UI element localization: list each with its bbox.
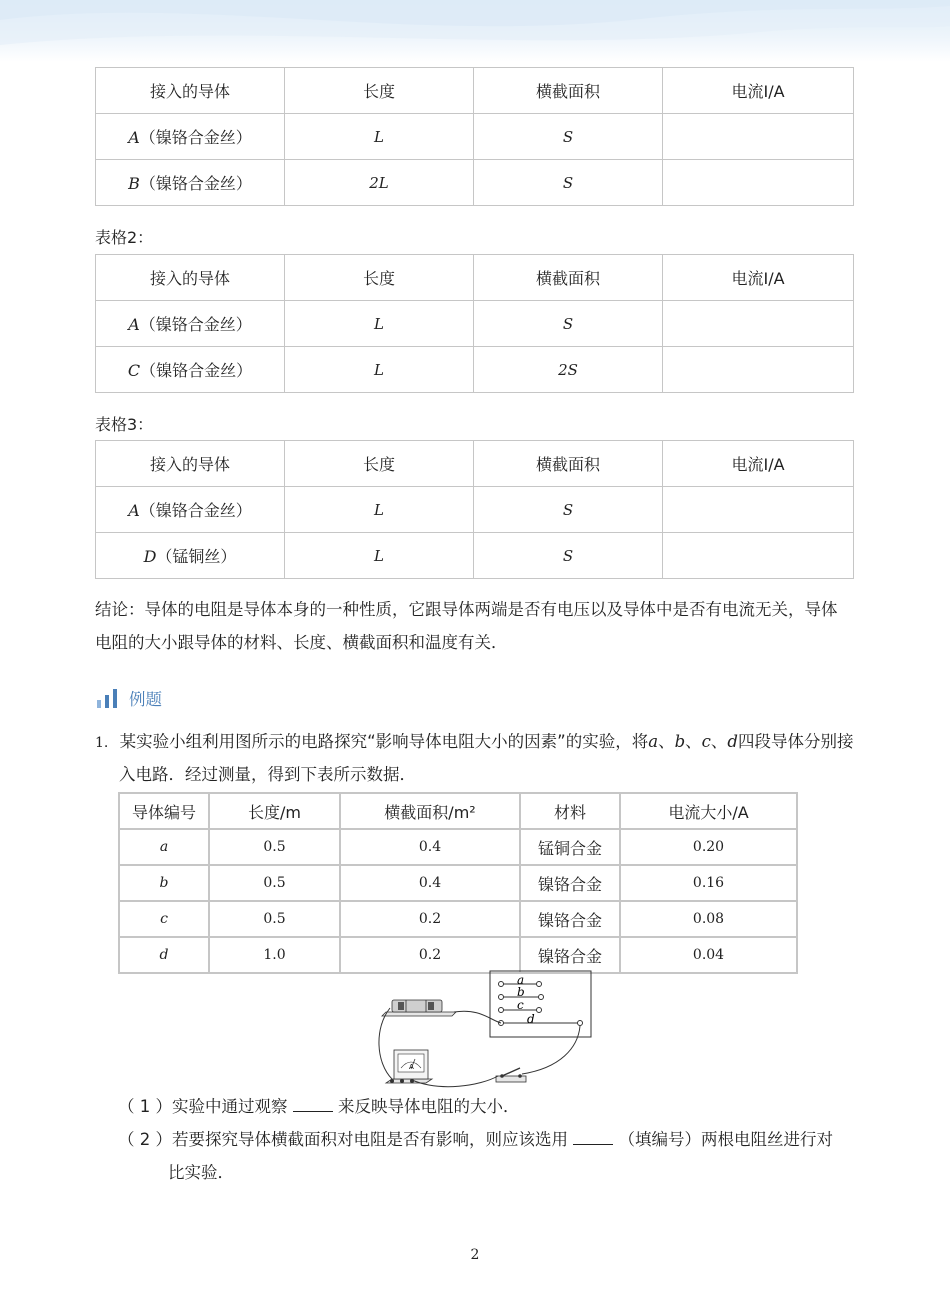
separator: 、 — [710, 732, 728, 751]
length-cell: 0.5 — [209, 865, 340, 901]
length-cell: 0.5 — [209, 829, 340, 865]
length-cell: L — [285, 533, 474, 579]
material-cell: 镍铬合金 — [520, 865, 620, 901]
current-cell — [663, 160, 854, 206]
circuit-diagram — [370, 968, 600, 1092]
header-cell: 电流I/A — [663, 255, 854, 301]
measurement-table — [118, 792, 798, 974]
conductor-id: C — [127, 361, 141, 380]
conductor-material: （镍铬合金丝） — [139, 501, 252, 520]
conductor-id: B — [128, 174, 140, 193]
area-cell: S — [474, 487, 663, 533]
conductor-cell — [96, 533, 285, 579]
table-header-row — [96, 441, 854, 487]
area-cell: S — [474, 533, 663, 579]
question-text-cont: 四段导体分别接 — [737, 732, 854, 751]
length-cell: L — [285, 487, 474, 533]
area-cell: S — [474, 301, 663, 347]
conductor-cell — [96, 114, 285, 160]
sub-question-1 — [118, 1090, 520, 1123]
diagram-label-a: a — [517, 973, 525, 987]
sub-question-2-suffix: （填编号）两根电阻丝进行对 — [618, 1130, 833, 1149]
conductor-cell — [96, 487, 285, 533]
material-cell: 镍铬合金 — [520, 937, 620, 973]
switch-icon — [496, 1068, 526, 1082]
area-cell: 0.4 — [340, 829, 520, 865]
battery-icon — [382, 1000, 456, 1016]
length-cell: 0.5 — [209, 901, 340, 937]
area-cell: S — [474, 160, 663, 206]
material-cell: 镍铬合金 — [520, 901, 620, 937]
header-cell: 电流大小/A — [620, 793, 797, 829]
area-cell: 0.2 — [340, 901, 520, 937]
table-row — [119, 901, 797, 937]
table-row — [96, 160, 854, 206]
table-row — [96, 347, 854, 393]
header-cell: 接入的导体 — [96, 255, 285, 301]
resistance-wires — [499, 982, 583, 1026]
header-cell: 材料 — [520, 793, 620, 829]
wire-label-d: d — [727, 732, 738, 751]
header-cell: 横截面积 — [474, 68, 663, 114]
table-row — [119, 829, 797, 865]
header-cell: 接入的导体 — [96, 68, 285, 114]
table-2-caption: 表格2： — [95, 228, 154, 247]
conductor-material: （锰铜丝） — [156, 547, 237, 566]
length-cell: 1.0 — [209, 937, 340, 973]
conductor-material: （镍铬合金丝） — [139, 315, 252, 334]
resistance-board — [490, 971, 591, 1037]
conclusion-line-2: 电阻的大小跟导体的材料、长度、横截面积和温度有关． — [95, 633, 508, 652]
current-cell: 0.16 — [620, 865, 797, 901]
conductor-id: A — [128, 501, 140, 520]
table-row — [119, 865, 797, 901]
header-wave-decoration — [0, 0, 950, 62]
bar-chart-icon — [97, 688, 119, 708]
header-cell: 长度 — [285, 441, 474, 487]
conductor-cell — [96, 347, 285, 393]
sub-question-1-suffix: 来反映导体电阻的大小． — [338, 1097, 520, 1116]
header-cell: 横截面积 — [474, 255, 663, 301]
id-cell: c — [119, 901, 209, 937]
section-title: 例题 — [129, 690, 162, 709]
current-cell — [663, 533, 854, 579]
sub-question-2-line-2: 比实验． — [168, 1163, 234, 1182]
current-cell — [663, 487, 854, 533]
page-header-band — [0, 0, 950, 62]
diagram-label-d: d — [527, 1012, 535, 1026]
header-cell: 长度/m — [209, 793, 340, 829]
table-row — [96, 487, 854, 533]
id-cell: b — [119, 865, 209, 901]
question-number: 1. — [95, 735, 109, 751]
ammeter-label: A — [409, 1063, 414, 1071]
separator: 、 — [685, 732, 702, 751]
conclusion-line-1: 结论：导体的电阻是导体本身的一种性质，它跟导体两端是否有电压以及导体中是否有电流无关，导体 — [95, 600, 838, 619]
wire-label-a: a — [648, 732, 659, 751]
current-cell: 0.08 — [620, 901, 797, 937]
table-header-row — [96, 255, 854, 301]
separator: 、 — [658, 732, 675, 751]
table-header-row — [119, 793, 797, 829]
current-cell — [663, 347, 854, 393]
header-cell: 横截面积 — [474, 441, 663, 487]
table-row — [96, 114, 854, 160]
header-cell: 长度 — [285, 255, 474, 301]
conductor-material: （镍铬合金丝） — [139, 128, 252, 147]
area-cell: 0.4 — [340, 865, 520, 901]
answer-blank-2[interactable] — [573, 1126, 613, 1145]
area-cell: S — [474, 114, 663, 160]
answer-blank-1[interactable] — [293, 1093, 333, 1112]
table-3-caption: 表格3： — [95, 415, 154, 434]
sub-question-2 — [118, 1123, 833, 1156]
page-number: 2 — [470, 1247, 480, 1263]
section-heading — [97, 684, 162, 712]
conductor-material: （镍铬合金丝） — [139, 174, 252, 193]
conductor-id: D — [143, 547, 157, 566]
table-row — [96, 533, 854, 579]
header-cell: 横截面积/m² — [340, 793, 520, 829]
header-cell: 接入的导体 — [96, 441, 285, 487]
current-cell: 0.04 — [620, 937, 797, 973]
sub-question-1-prefix: （ 1 ）实验中通过观察 — [118, 1097, 288, 1116]
length-cell: L — [285, 347, 474, 393]
conductor-cell — [96, 301, 285, 347]
length-cell: 2L — [285, 160, 474, 206]
header-cell: 长度 — [285, 68, 474, 114]
wire-label-b: b — [674, 732, 686, 751]
diagram-label-c: c — [517, 998, 524, 1012]
table-row — [96, 301, 854, 347]
header-cell: 导体编号 — [119, 793, 209, 829]
conclusion-paragraph — [95, 593, 855, 659]
ammeter-icon — [386, 1050, 432, 1083]
sub-question-2-prefix: （ 2 ）若要探究导体横截面积对电阻是否有影响，则应该选用 — [118, 1130, 568, 1149]
question-line-1 — [95, 725, 853, 760]
diagram-label-b: b — [517, 985, 525, 999]
question-line-2: 入电路．经过测量，得到下表所示数据． — [119, 765, 416, 784]
material-cell: 锰铜合金 — [520, 829, 620, 865]
table-header-row — [96, 68, 854, 114]
table-1 — [95, 67, 854, 206]
conductor-cell — [96, 160, 285, 206]
conductor-id: A — [128, 315, 140, 334]
table-3 — [95, 440, 854, 579]
current-cell — [663, 114, 854, 160]
conductor-id: A — [128, 128, 140, 147]
conductor-material: （镍铬合金丝） — [140, 361, 253, 380]
header-cell: 电流I/A — [663, 68, 854, 114]
length-cell: L — [285, 114, 474, 160]
wire-label-c: c — [701, 732, 711, 751]
area-cell: 0.2 — [340, 937, 520, 973]
current-cell: 0.20 — [620, 829, 797, 865]
table-2 — [95, 254, 854, 393]
id-cell: a — [119, 829, 209, 865]
current-cell — [663, 301, 854, 347]
area-cell: 2S — [474, 347, 663, 393]
question-text: 某实验小组利用图所示的电路探究“影响导体电阻大小的因素”的实验，将 — [119, 732, 649, 751]
header-cell: 电流I/A — [663, 441, 854, 487]
id-cell: d — [119, 937, 209, 973]
length-cell: L — [285, 301, 474, 347]
